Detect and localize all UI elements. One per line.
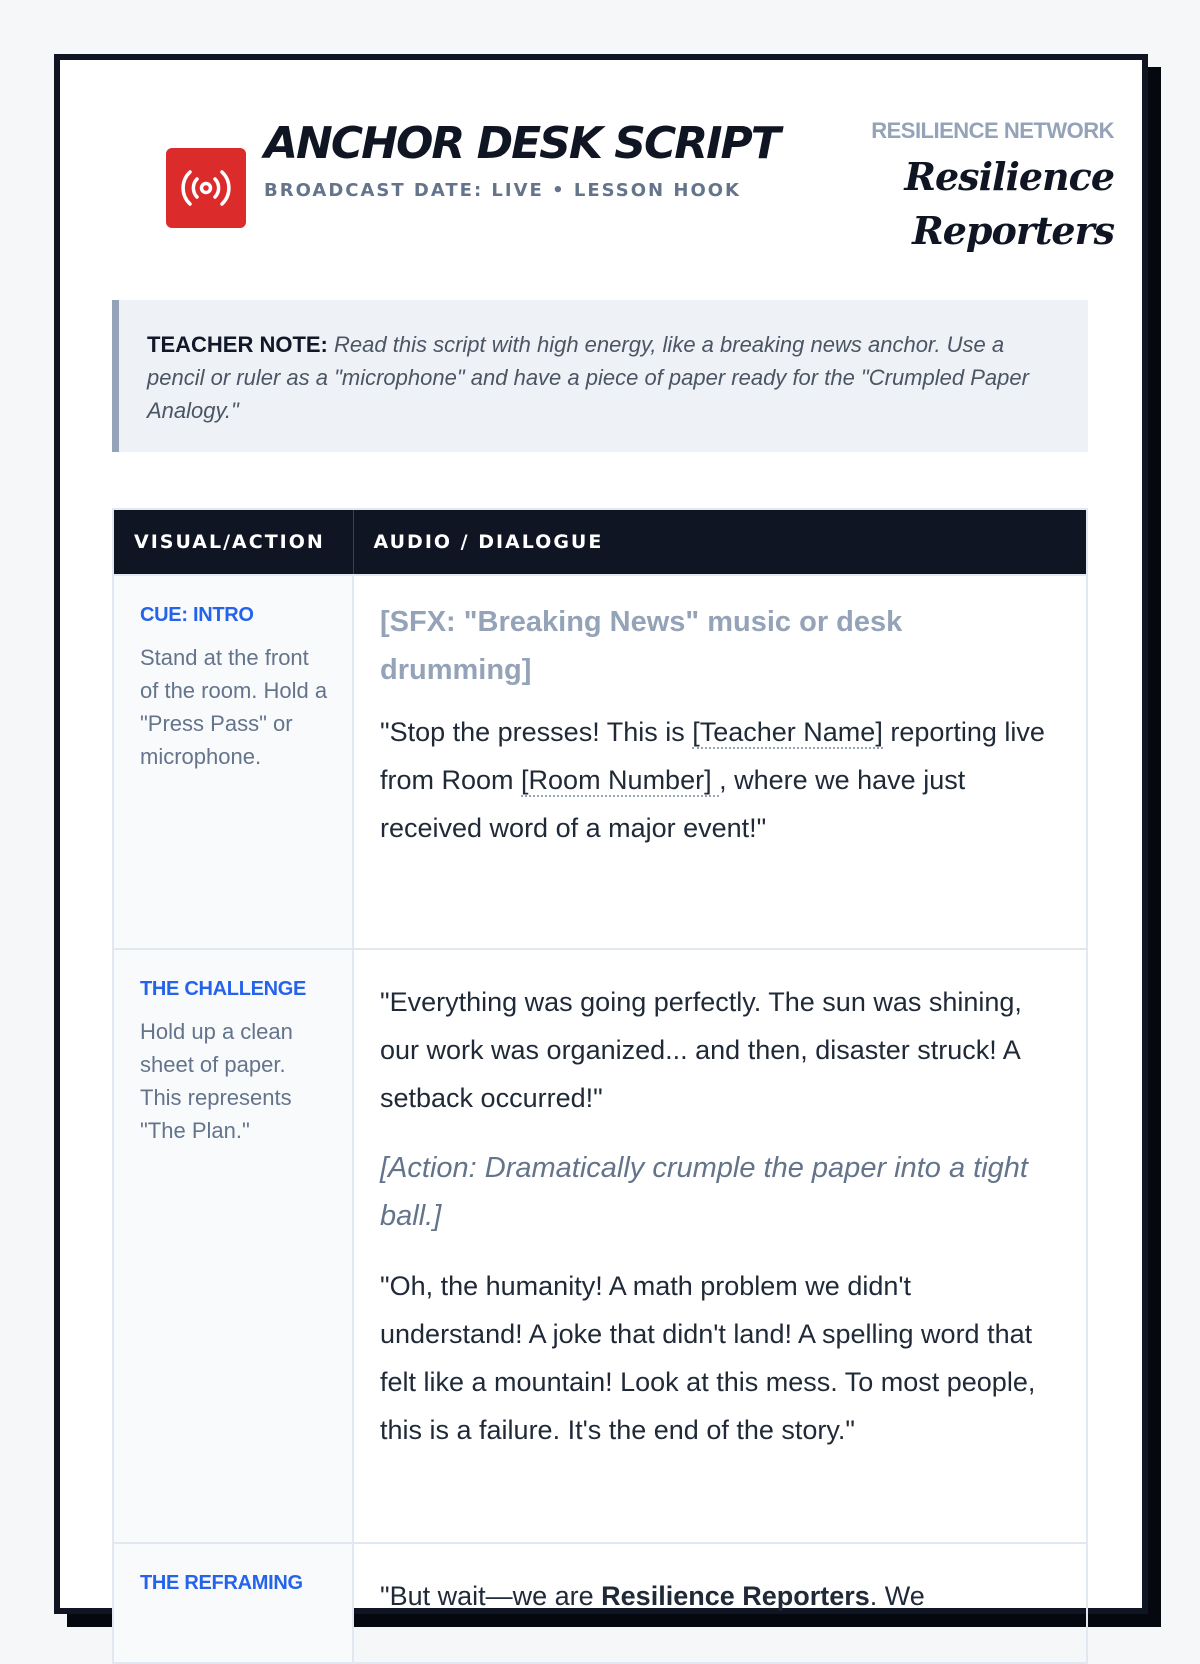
dialogue-text: "But wait—we are [380,1581,602,1611]
audio-cell [353,1543,1087,1663]
column-header-audio: AUDIO / DIALOGUE [353,509,1087,575]
sfx-cue: [SFX: "Breaking News" music or desk drumming] [380,606,903,686]
header [108,56,1114,253]
dialogue-text: "Stop the presses! This is [380,717,693,747]
cue-label: THE REFRAMING [140,1572,303,1594]
broadcast-icon [166,148,246,228]
column-header-visual: VISUAL/ACTION [113,509,353,575]
dialogue-line [380,1572,1046,1620]
page-title: ANCHOR DESK SCRIPT [264,118,779,169]
visual-cell [113,575,353,949]
teacher-note-text: Read this script with high energy, like a breaking news anchor. Use a pencil or ruler as a "microphone" and have a piece of paper ready for the "Crumpled Paper Analogy." [147,332,1029,423]
teacher-note-label: TEACHER NOTE: [147,332,328,357]
audio-cell [353,949,1087,1543]
action-direction: [Action: Dramatically crumple the paper into a tight ball.] [380,1152,1028,1232]
brand-name-line1: Resilience [904,154,1114,199]
network-name: RESILIENCE NETWORK [871,118,1114,143]
table-row [113,949,1087,1543]
dialogue-line: "Oh, the humanity! A math problem we didn't understand! A joke that didn't land! A spelling word that felt like a mountain! Look at this mess. To most people, this is a failure. It's the end of the story." [380,1271,1036,1445]
dialogue-bold-text: Resilience Reporters [601,1581,870,1611]
stage-direction: Stand at the front of the room. Hold a "Press Pass" or microphone. [140,645,328,769]
teacher-note [112,300,1088,452]
dialogue-line: "Everything was going perfectly. The sun was shining, our work was organized... and then, disaster struck! A setback occurred!" [380,987,1022,1113]
table-header-row [113,509,1087,575]
dialogue-text: . We [869,1581,925,1611]
audio-cell [353,575,1087,949]
visual-cell [113,1543,353,1663]
script-table [112,508,1088,1664]
visual-cell [113,949,353,1543]
title-block [264,114,784,201]
dialogue-line [380,708,1046,852]
teacher-name-placeholder: [Teacher Name] [692,717,883,747]
cue-label: CUE: INTRO [140,604,254,626]
page-content [54,0,1148,1611]
brand-name-line2: Reporters [912,208,1114,253]
room-number-placeholder: [Room Number] [521,765,720,795]
broadcast-subtitle: BROADCAST DATE: LIVE • LESSON HOOK [264,180,741,201]
dialogue-text: , where we have just received word of a major event!" [380,765,966,843]
cue-label: THE CHALLENGE [140,978,307,1000]
stage-direction: Hold up a clean sheet of paper. This represents "The Plan." [140,1019,293,1143]
brand-block [871,118,1114,258]
table-row [113,575,1087,949]
dialogue-text: reporting live from Room [380,717,1045,795]
table-row [113,1543,1087,1663]
